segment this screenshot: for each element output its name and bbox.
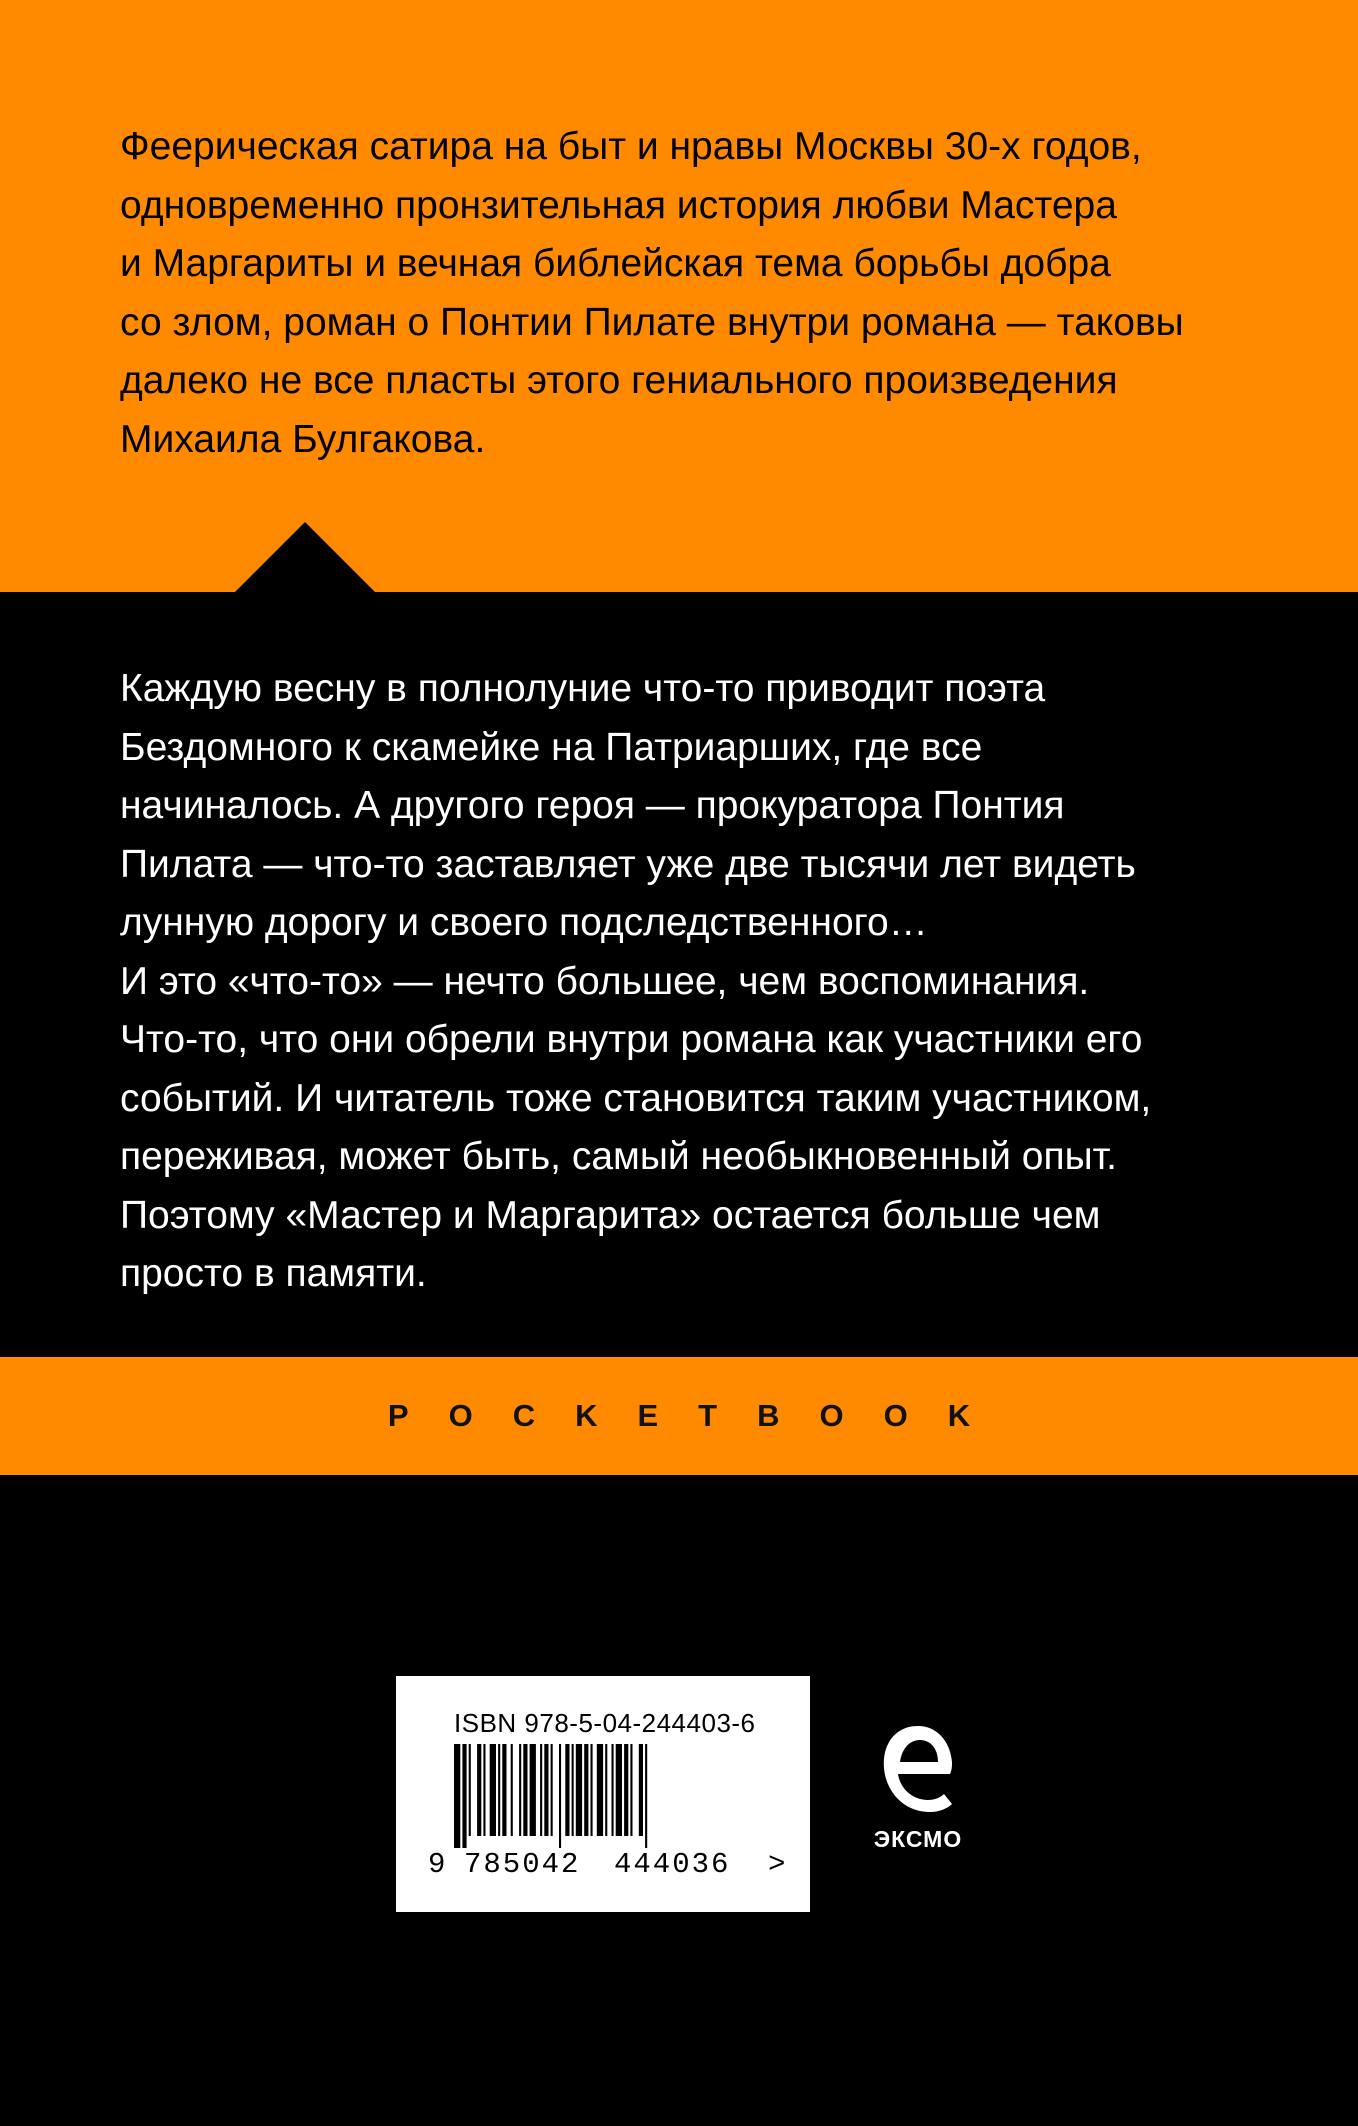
barcode-left-group: 785042 [464, 1848, 581, 1881]
series-label: POCKETBOOK [387, 1398, 1011, 1433]
publisher-logo [862, 1720, 974, 1870]
barcode-block [396, 1676, 810, 1912]
publisher-name: ЭКСМО [873, 1826, 963, 1852]
barcode-icon [454, 1744, 764, 1848]
annotation-text: Феерическая сатира на быт и нравы Москвы 30-х годов, одновременно пронзительная история любви Мастера и Маргариты и вечная библейская тема борьбы добра со злом, роман о Понтии Пилате внутри романа — таковы далеко не все пласты этого гениального произведения Михаила Булгакова. [120, 125, 1184, 461]
annotation-panel [0, 0, 1358, 592]
barcode-right-group: 444036 [614, 1848, 731, 1881]
series-strip [0, 1357, 1358, 1475]
description-text: Каждую весну в полнолуние что-то приводит поэта Бездомного к скамейке на Патриарших, где все начиналось. А другого героя — прокуратора Понтия Пилата — что-то заставляет уже две тысячи лет видеть лунную дорогу и своего подследственного… И это «что-то» — нечто большее, чем воспоминания. Что-то, что они обрели внутри романа как участники его событий. И читатель тоже становится таким участником, переживая, может быть, самый необыкновенный опыт. Поэтому «Мастер и Маргарита» остается больше чем просто в памяти. [120, 667, 1152, 1295]
barcode-quiet-zone: > [768, 1848, 786, 1881]
barcode-first-digit: 9 [428, 1848, 446, 1881]
panel-notch [235, 522, 375, 592]
eksmo-logo-icon [878, 1720, 958, 1820]
isbn-label: ISBN 978-5-04-244403-6 [454, 1708, 756, 1738]
